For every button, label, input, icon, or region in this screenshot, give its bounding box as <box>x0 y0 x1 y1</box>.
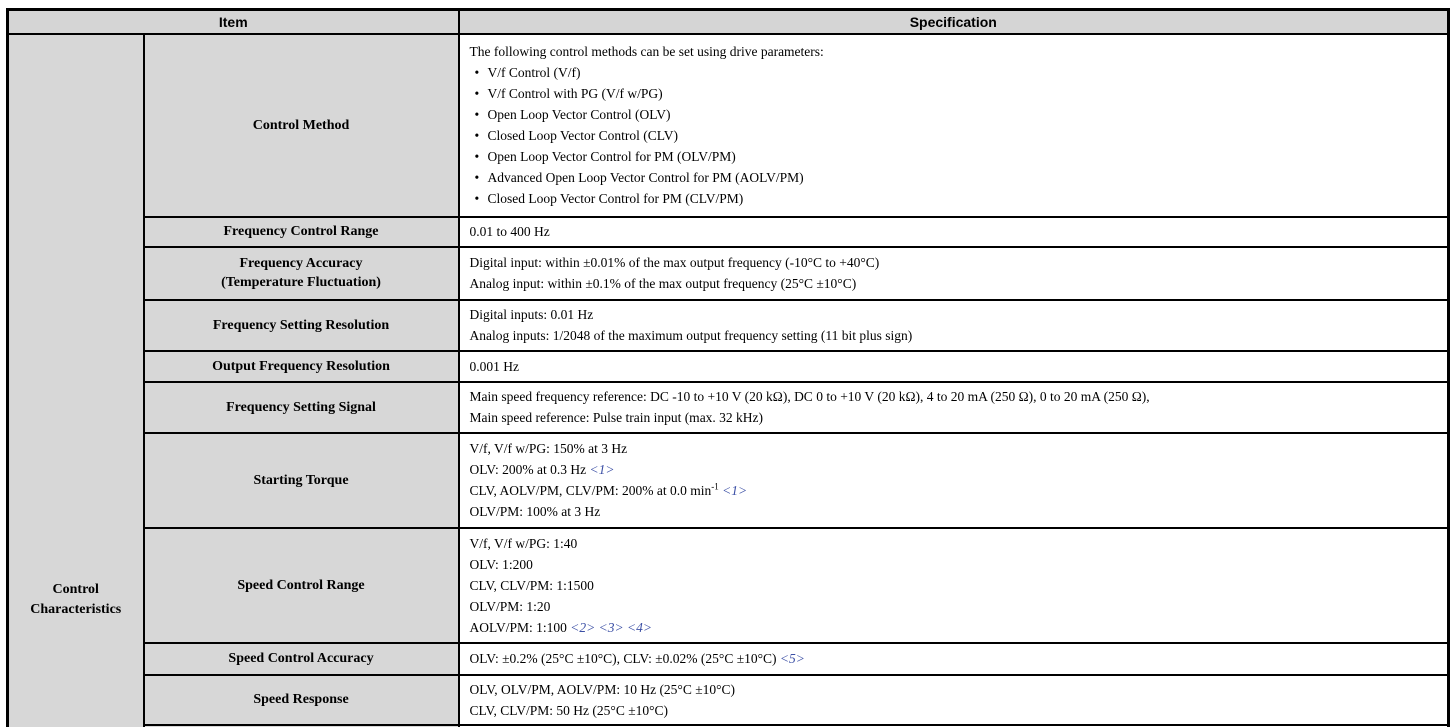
spec-text: AOLV/PM: 1:100 <box>469 619 571 635</box>
item-cell-frequency-setting-signal <box>144 382 459 433</box>
row-frequency-setting-resolution <box>8 300 1449 351</box>
spec-line <box>470 679 1438 700</box>
spec-cell-starting-torque <box>459 433 1449 528</box>
specification-table <box>6 8 1450 727</box>
spec-text: V/f Control (V/f) <box>487 65 581 80</box>
spec-line <box>470 252 1438 273</box>
spec-text: 0.001 Hz <box>469 358 520 374</box>
header-item: Item <box>8 10 459 34</box>
bullet-icon: • <box>474 149 480 164</box>
spec-text: OLV/PM: 1:20 <box>469 598 551 614</box>
spec-line <box>470 41 1438 62</box>
row-group-label: Control Characteristics <box>8 34 144 727</box>
bullet-icon: • <box>474 86 480 101</box>
footnote-ref: <1> <box>722 483 748 498</box>
spec-text: Analog input: within ±0.1% of the max output frequency (25°C ±10°C) <box>469 276 857 291</box>
item-cell-output-frequency-resolution <box>144 351 459 382</box>
spec-cell-speed-response <box>459 675 1449 725</box>
spec-text: Closed Loop Vector Control (CLV) <box>487 128 679 143</box>
spec-line <box>470 188 1438 209</box>
spec-line <box>470 700 1438 721</box>
row-speed-response <box>8 675 1449 725</box>
spec-text: Advanced Open Loop Vector Control for PM (AOLV/PM) <box>487 170 804 185</box>
spec-text: OLV, OLV/PM, AOLV/PM: 10 Hz (25°C ±10°C) <box>469 681 736 697</box>
spec-line <box>470 438 1438 459</box>
table-body <box>8 34 1449 727</box>
item-label-line: Output Frequency Resolution <box>212 358 390 374</box>
spec-cell-control-method <box>459 34 1449 217</box>
spec-line <box>470 167 1438 188</box>
item-label-line: Speed Control Range <box>237 577 365 593</box>
row-control-method <box>8 34 1449 217</box>
row-output-frequency-resolution <box>8 351 1449 382</box>
spec-text: V/f, V/f w/PG: 1:40 <box>469 535 578 551</box>
spec-line <box>470 356 1438 377</box>
spec-text: Main speed frequency reference: DC -10 to +10 V (20 kΩ), DC 0 to +10 V (20 kΩ), 4 to 20 mA (250 Ω), 0 to 20 mA (250 Ω), <box>469 389 1150 404</box>
spec-cell-frequency-setting-signal <box>459 382 1449 433</box>
row-frequency-setting-signal <box>8 382 1449 433</box>
item-cell-starting-torque <box>144 433 459 528</box>
spec-line <box>470 146 1438 167</box>
spec-text: Digital input: within ±0.01% of the max output frequency (-10°C to +40°C) <box>469 255 880 270</box>
spec-text: OLV: 1:200 <box>469 556 533 572</box>
spec-text: CLV, CLV/PM: 1:1500 <box>469 577 594 593</box>
footnote-ref: <1> <box>589 462 615 477</box>
item-cell-frequency-setting-resolution <box>144 300 459 351</box>
spec-line <box>470 501 1438 522</box>
item-label-line: Frequency Control Range <box>223 224 379 239</box>
item-cell-speed-response <box>144 675 459 725</box>
superscript-text: -1 <box>711 481 719 492</box>
header-row <box>8 10 1449 34</box>
spec-line <box>470 221 1438 242</box>
bullet-icon: • <box>474 65 480 80</box>
spec-line <box>470 617 1438 638</box>
spec-line <box>470 304 1438 325</box>
spec-line <box>470 104 1438 125</box>
item-cell-speed-control-range <box>144 528 459 643</box>
spec-cell-frequency-setting-resolution <box>459 300 1449 351</box>
item-cell-frequency-accuracy <box>144 247 459 300</box>
spec-text: CLV, AOLV/PM, CLV/PM: 200% at 0.0 min <box>469 483 712 498</box>
row-speed-control-range <box>8 528 1449 643</box>
spec-line <box>470 596 1438 617</box>
spec-text: V/f, V/f w/PG: 150% at 3 Hz <box>469 441 628 456</box>
spec-line <box>470 554 1438 575</box>
spec-text: OLV/PM: 100% at 3 Hz <box>469 504 601 519</box>
spec-line <box>470 83 1438 104</box>
spec-text: The following control methods can be set using drive parameters: <box>469 44 824 59</box>
item-label-line: Control Method <box>252 117 350 133</box>
spec-text: Open Loop Vector Control for PM (OLV/PM) <box>487 149 736 164</box>
footnote-ref: <2> <3> <4> <box>570 619 652 635</box>
spec-line <box>470 480 1438 501</box>
footnote-ref: <5> <box>779 651 805 666</box>
spec-text: Open Loop Vector Control (OLV) <box>487 107 671 122</box>
item-cell-frequency-control-range <box>144 217 459 247</box>
item-label-line: Frequency Setting Signal <box>226 399 376 415</box>
spec-line <box>470 325 1438 346</box>
spec-text: V/f Control with PG (V/f w/PG) <box>487 86 663 101</box>
item-label-line: Frequency Accuracy <box>239 256 363 271</box>
row-frequency-control-range <box>8 217 1449 247</box>
item-label-line: Frequency Setting Resolution <box>212 317 390 333</box>
spec-text: Main speed reference: Pulse train input (max. 32 kHz) <box>469 410 764 425</box>
spec-text: CLV, CLV/PM: 50 Hz (25°C ±10°C) <box>469 702 669 718</box>
spec-text: OLV: 200% at 0.3 Hz <box>469 462 590 477</box>
item-cell-control-method <box>144 34 459 217</box>
item-label-line: Speed Response <box>253 692 349 707</box>
spec-line <box>470 125 1438 146</box>
header-specification: Specification <box>459 10 1449 34</box>
bullet-icon: • <box>474 107 480 122</box>
spec-cell-frequency-accuracy <box>459 247 1449 300</box>
spec-text: OLV: ±0.2% (25°C ±10°C), CLV: ±0.02% (25°C ±10°C) <box>469 651 780 666</box>
spec-line <box>470 533 1438 554</box>
spec-text: Closed Loop Vector Control for PM (CLV/PM) <box>487 191 744 206</box>
spec-cell-frequency-control-range <box>459 217 1449 247</box>
spec-line <box>470 273 1438 294</box>
spec-line <box>470 407 1438 428</box>
item-label-line: Starting Torque <box>253 472 349 488</box>
bullet-icon: • <box>474 170 480 185</box>
spec-text: Digital inputs: 0.01 Hz <box>469 307 594 322</box>
spec-text: Analog inputs: 1/2048 of the maximum output frequency setting (11 bit plus sign) <box>469 328 913 343</box>
row-speed-control-accuracy <box>8 643 1449 675</box>
item-label-line: (Temperature Fluctuation) <box>221 275 381 290</box>
spec-line <box>470 62 1438 83</box>
spec-line <box>470 648 1438 669</box>
spec-line <box>470 459 1438 480</box>
spec-cell-output-frequency-resolution <box>459 351 1449 382</box>
bullet-icon: • <box>474 128 480 143</box>
spec-text: 0.01 to 400 Hz <box>469 224 550 239</box>
spec-line <box>470 386 1438 407</box>
spec-cell-speed-control-accuracy <box>459 643 1449 675</box>
spec-cell-speed-control-range <box>459 528 1449 643</box>
row-frequency-accuracy <box>8 247 1449 300</box>
bullet-icon: • <box>474 191 480 206</box>
item-label-line: Speed Control Accuracy <box>228 651 374 666</box>
spec-line <box>470 575 1438 596</box>
row-starting-torque <box>8 433 1449 528</box>
item-cell-speed-control-accuracy <box>144 643 459 675</box>
